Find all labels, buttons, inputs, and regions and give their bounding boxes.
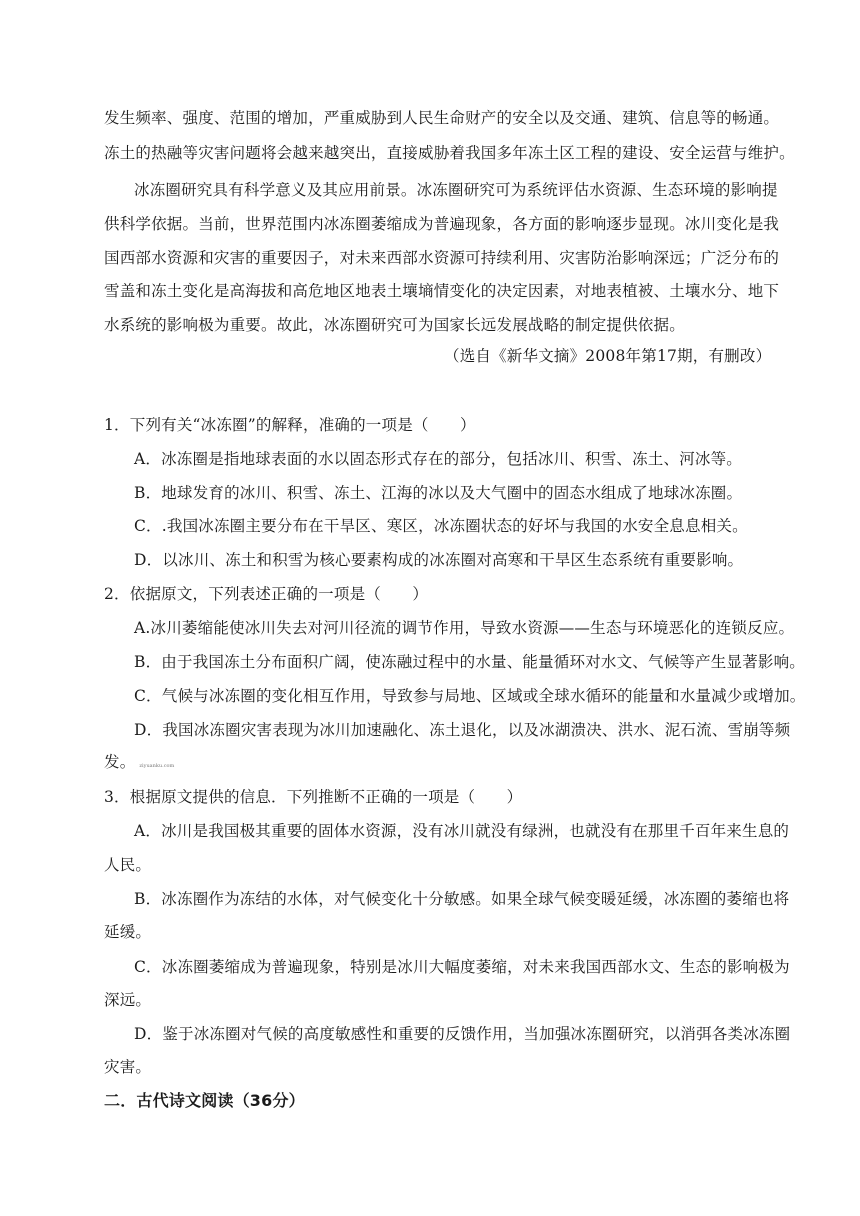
question-1-option-a: A．冰冻圈是指地球表面的水以固态形式存在的部分，包括冰川、积雪、冻土、河冰等。 xyxy=(134,450,742,468)
question-2-option-a: A.冰川萎缩能使冰川失去对河川径流的调节作用，导致水资源——生态与环境恶化的连锁反应。 xyxy=(134,619,795,637)
question-3-stem: 3．根据原文提供的信息．下列推断不正确的一项是（ ） xyxy=(104,788,523,806)
question-3-option-b-continued: 延缓。 xyxy=(104,923,152,941)
question-3-option-a: A．冰川是我国极其重要的固体水资源，没有冰川就没有绿洲，也就没有在那里千百年来生息的 xyxy=(134,822,790,840)
passage-line: 冻土的热融等灾害问题将会越来越突出，直接威胁着我国多年冻土区工程的建设、安全运营与维护。 xyxy=(104,144,795,162)
question-1-option-d: D．以冰川、冻土和积雪为核心要素构成的冰冻圈对高寒和干旱区生态系统有重要影响。 xyxy=(134,551,744,569)
question-2-option-d-continued xyxy=(104,752,174,776)
passage-line: 发生频率、强度、范围的增加，严重威胁到人民生命财产的安全以及交通、建筑、信息等的畅通。 xyxy=(104,109,780,127)
question-1-stem: 1．下列有关“冰冻圈”的解释，准确的一项是（ ） xyxy=(104,416,476,434)
question-3-option-d-continued: 灾害。 xyxy=(104,1058,152,1076)
question-2-option-d-end: 发。 xyxy=(104,753,136,771)
question-2-option-c: C．气候与冰冻圈的变化相互作用，导致参与局地、区域或全球水循环的能量和水量减少或增加。 xyxy=(134,687,806,705)
question-2-option-d: D．我国冰冻圈灾害表现为冰川加速融化、冻土退化，以及冰湖溃决、洪水、泥石流、雪崩等频 xyxy=(134,721,791,739)
question-2-stem: 2．依据原文，下列表述正确的一项是（ ） xyxy=(104,585,429,603)
question-2-option-b: B．由于我国冻土分布面积广阔，使冻融过程中的水量、能量循环对水文、气候等产生显著影响。 xyxy=(134,653,805,671)
question-3-option-d: D．鉴于冰冻圈对气候的高度敏感性和重要的反馈作用，当加强冰冻圈研究，以消弭各类冰冻圈 xyxy=(134,1025,791,1043)
passage-line: 国西部水资源和灾害的重要因子，对未来西部水资源可持续利用、灾害防治影响深远；广泛分布的 xyxy=(104,249,780,267)
question-3-option-c-continued: 深远。 xyxy=(104,991,152,1009)
watermark-text: ziyuanku.com xyxy=(139,763,175,769)
question-1-option-b: B．地球发育的冰川、积雪、冻土、江海的冰以及大气圈中的固态水组成了地球冰冻圈。 xyxy=(134,484,743,502)
question-3-option-a-continued: 人民。 xyxy=(104,856,152,874)
passage-line: 冰冻圈研究具有科学意义及其应用前景。冰冻圈研究可为系统评估水资源、生态环境的影响提 xyxy=(134,181,778,199)
passage-line: 雪盖和冻土变化是高海拔和高危地区地表土壤墒情变化的决定因素，对地表植被、土壤水分、地下 xyxy=(104,282,780,300)
source-citation: （选自《新华文摘》2008年第17期，有删改） xyxy=(444,347,772,365)
passage-line: 供科学依据。当前，世界范围内冰冻圈萎缩成为普遍现象，各方面的影响逐步显现。冰川变化是我 xyxy=(104,215,780,233)
section-heading: 二．古代诗文阅读（36分） xyxy=(104,1091,305,1110)
question-1-option-c: C．.我国冰冻圈主要分布在干旱区、寒区，冰冻圈状态的好坏与我国的水安全息息相关。 xyxy=(134,517,748,535)
passage-line: 水系统的影响极为重要。故此，冰冻圈研究可为国家长远发展战略的制定提供依据。 xyxy=(104,316,685,334)
question-3-option-c: C．冰冻圈萎缩成为普遍现象，特别是冰川大幅度萎缩，对未来我国西部水文、生态的影响极为 xyxy=(134,958,790,976)
question-3-option-b: B．冰冻圈作为冻结的水体，对气候变化十分敏感。如果全球气候变暖延缓，冰冻圈的萎缩也将 xyxy=(134,890,790,908)
